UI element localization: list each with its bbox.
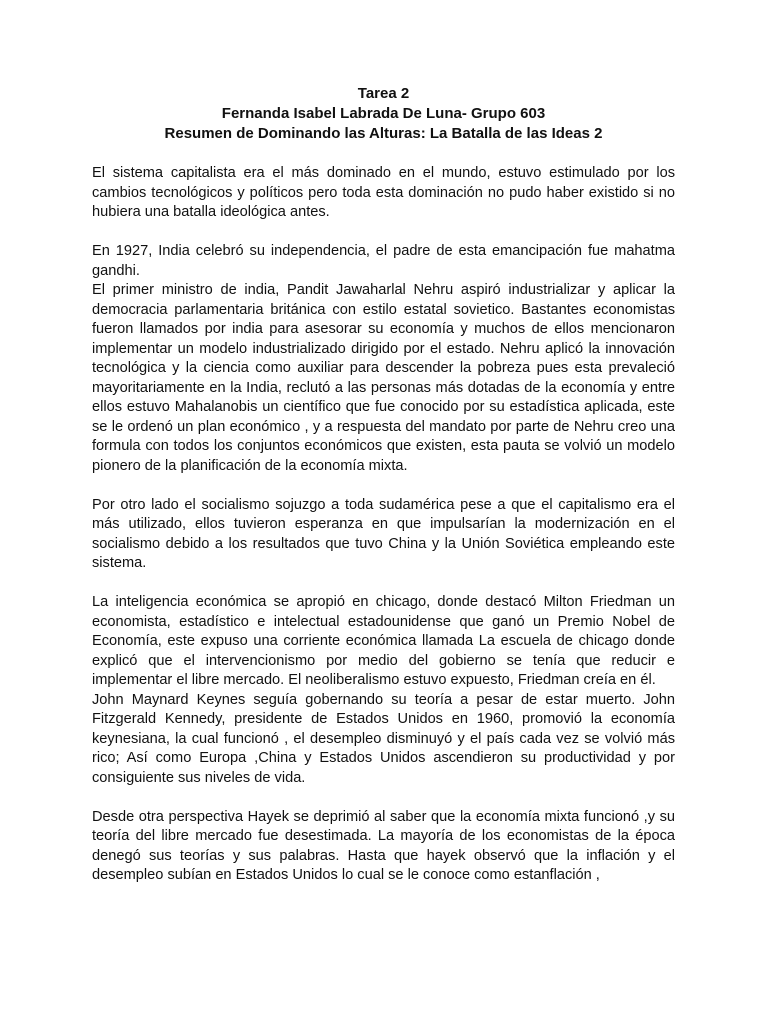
author-line: Fernanda Isabel Labrada De Luna- Grupo 603 xyxy=(221,105,546,122)
paragraph-socialism: Por otro lado el socialismo sojuzgo a toda sudamérica pese a que el capitalismo era el más utilizado, ellos tuvieron esperanza en que impulsarían la modernización en el socialismo debido a los resultados que tuvo China y la Unión Soviética empleando este sistema. xyxy=(92,496,675,571)
paragraph-capitalism: El sistema capitalista era el más dominado en el mundo, estuvo estimulado por los cambios tecnológicos y políticos pero toda esta dominación no pudo haber existido si no hubiera una batalla ideológica antes. xyxy=(92,165,675,220)
paragraph-gap xyxy=(92,574,675,594)
paragraph-india-independence: En 1927, India celebró su independencia, el padre de esta emancipación fue mahatma gandhi. xyxy=(92,243,675,279)
paragraph-hayek: Desde otra perspectiva Hayek se deprimió al saber que la economía mixta funcionó ,y su teoría del libre mercado fue desestimada. La mayoría de los economistas de la época denegó sus teorías y sus palabras. Hasta que hayek observó que la inflación y el desempleo subían en Estados Unidos lo cual se le conoce como estanflación , xyxy=(92,808,675,883)
paragraph-keynes: John Maynard Keynes seguía gobernando su teoría a pesar de estar muerto. John Fitzgerald Kennedy, presidente de Estados Unidos en 1960, promovió la economía keynesiana, la cual funcionó , el desempleo disminuyó y el país cada vez se volvió más rico; Así como Europa ,China y Estados Unidos ascendieron su productividad y por consiguiente sus niveles de vida. xyxy=(92,691,675,786)
paragraph-gap xyxy=(92,223,675,243)
paragraph-gap xyxy=(92,788,675,808)
document-body xyxy=(92,164,675,886)
document-page xyxy=(92,84,675,886)
paragraph-gap xyxy=(92,476,675,496)
summary-title: Resumen de Dominando las Alturas: La Batalla de las Ideas 2 xyxy=(164,125,603,142)
paragraph-nehru: El primer ministro de india, Pandit Jawaharlal Nehru aspiró industrializar y aplicar la democracia parlamentaria británica con estilo estatal sovietico. Bastantes economistas fueron llamados por india para asesorar su economía y muchos de ellos mencionaron implementar un modelo industrializado dirigido por el estado. Nehru aplicó la innovación tecnológica y la ciencia como auxiliar para descender la pobreza pues esta prevaleció mayoritariamente en la India, reclutó a las personas más dotadas de la economía y entre ellos estuvo Mahalanobis un científico que fue conocido por su estadística aplicada, este se le ordenó un plan económico , y a respuesta del mandato por parte de Nehru creo una formula con todos los conjuntos económicos que existen, esta pauta se volvió un modelo pionero de la planificación de la economía mixta. xyxy=(92,282,675,474)
paragraph-chicago: La inteligencia económica se apropió en chicago, donde destacó Milton Friedman un economista, estadístico e intelectual estadounidense que ganó un Premio Nobel de Economía, este expuso una corriente económica llamada La escuela de chicago donde explicó que el intervencionismo por medio del gobierno se tenía que reducir e implementar el libre mercado. El neoliberalismo estuvo expuesto, Friedman creía en él. xyxy=(92,594,675,688)
assignment-title: Tarea 2 xyxy=(357,85,410,102)
document-header xyxy=(92,84,675,144)
